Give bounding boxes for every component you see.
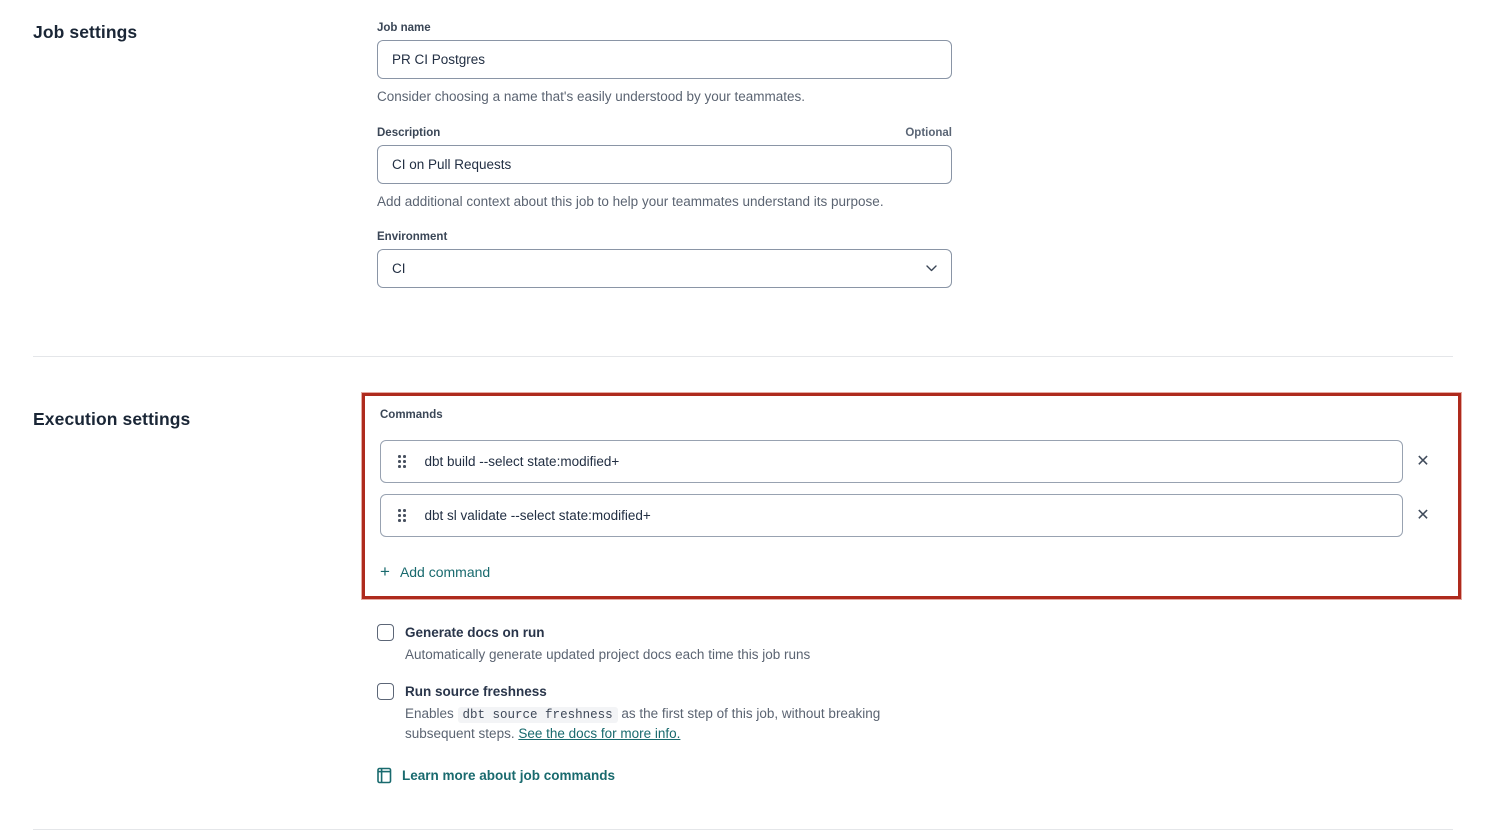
execution-settings-title: Execution settings [33, 409, 191, 430]
generate-docs-checkbox[interactable] [377, 624, 394, 641]
environment-selected-value: CI [392, 261, 406, 277]
job-name-input[interactable] [377, 40, 952, 79]
command-input[interactable] [380, 494, 1403, 537]
environment-label: Environment [377, 231, 448, 244]
job-name-help: Consider choosing a name that's easily understood by your teammates. [377, 89, 806, 104]
generate-docs-help: Automatically generate updated project docs each time this job runs [405, 646, 811, 662]
description-label: Description [377, 126, 441, 139]
source-freshness-group [377, 682, 952, 745]
job-settings-section [0, 0, 1487, 308]
execution-settings-section [0, 357, 1487, 788]
plus-icon: + [380, 562, 390, 582]
learn-more-label: Learn more about job commands [402, 767, 616, 783]
learn-more-link[interactable] [377, 767, 615, 784]
command-row [380, 494, 1443, 537]
see-docs-link[interactable]: See the docs for more info. [518, 726, 681, 742]
command-text: dbt build --select state:modified+ [424, 454, 620, 470]
source-freshness-code: dbt source freshness [458, 707, 618, 723]
command-row [380, 440, 1443, 483]
commands-label: Commands [380, 409, 443, 422]
remove-command-button[interactable]: ✕ [1403, 454, 1443, 470]
environment-select[interactable] [377, 249, 952, 288]
generate-docs-group [377, 623, 952, 665]
description-optional-tag: Optional [905, 126, 952, 139]
source-freshness-help [405, 704, 952, 745]
add-command-label: Add command [399, 563, 491, 580]
description-input[interactable] [377, 145, 952, 184]
commands-highlight-box [362, 393, 1461, 599]
generate-docs-label[interactable]: Generate docs on run [405, 625, 545, 641]
chevron-down-icon [926, 265, 937, 272]
add-command-button[interactable] [380, 563, 490, 580]
source-freshness-checkbox[interactable] [377, 683, 394, 700]
source-freshness-help-prefix: Enables [405, 705, 458, 721]
job-settings-title: Job settings [33, 22, 138, 42]
bottom-divider [33, 829, 1453, 830]
description-help: Add additional context about this job to help your teammates understand its purpose. [377, 193, 884, 209]
command-input[interactable] [380, 440, 1403, 483]
environment-field-group [377, 231, 952, 288]
book-icon [377, 767, 392, 784]
job-name-label: Job name [377, 22, 431, 34]
source-freshness-label[interactable]: Run source freshness [405, 683, 547, 699]
source-freshness-help-suffix: as the first step of this job, without breaking subsequent steps. [405, 705, 881, 742]
description-field-group [377, 127, 952, 212]
job-name-field-group [377, 22, 952, 107]
drag-handle-icon[interactable] [396, 505, 408, 526]
drag-handle-icon[interactable] [396, 451, 408, 472]
remove-command-button[interactable]: ✕ [1403, 508, 1443, 524]
command-text: dbt sl validate --select state:modified+ [424, 508, 651, 524]
